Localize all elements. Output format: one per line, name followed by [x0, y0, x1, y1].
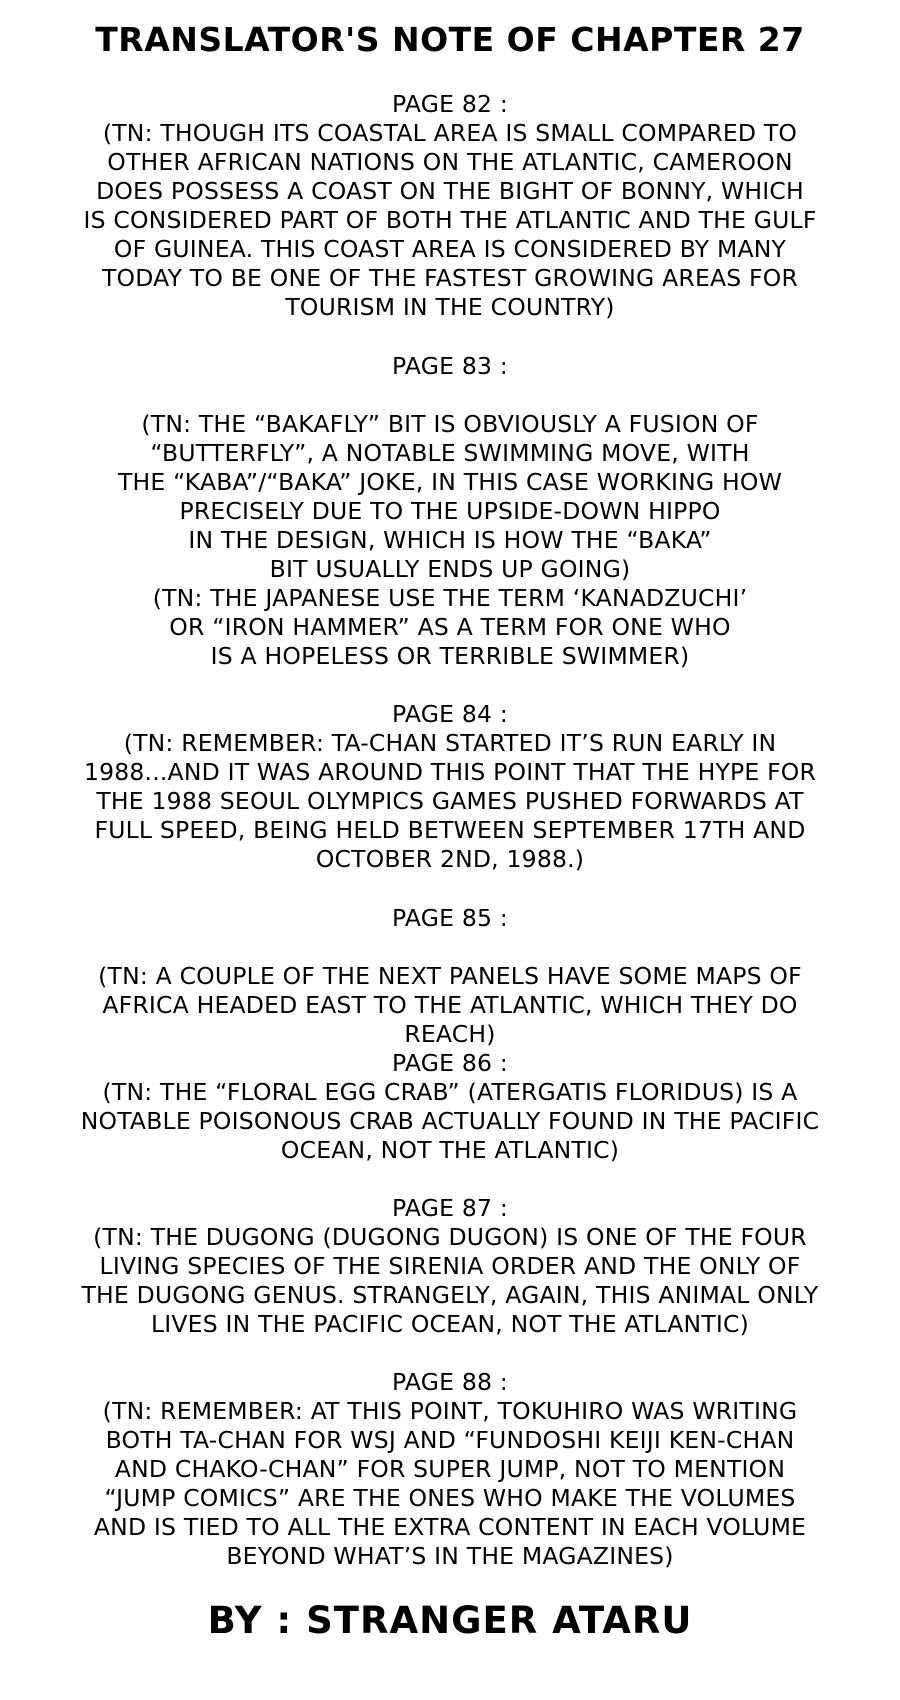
note-page-86: [0, 1049, 900, 1165]
note-line: NOTABLE POISONOUS CRAB ACTUALLY FOUND IN THE PACIFIC: [80, 1107, 820, 1135]
note-page-label: PAGE 86 :: [392, 1049, 508, 1077]
note-line: TOURISM IN THE COUNTRY): [285, 293, 615, 321]
note-line: THE DUGONG GENUS. STRANGELY, AGAIN, THIS ANIMAL ONLY: [81, 1281, 819, 1309]
note-line: OR “IRON HAMMER” AS A TERM FOR ONE WHO: [169, 613, 731, 641]
note-page-label: PAGE 82 :: [392, 90, 508, 118]
note-page-85: [0, 904, 900, 1049]
note-line: TODAY TO BE ONE OF THE FASTEST GROWING AREAS FOR: [101, 264, 798, 292]
note-line: AFRICA HEADED EAST TO THE ATLANTIC, WHICH THEY DO: [102, 991, 798, 1019]
note-line: (TN: REMEMBER: TA-CHAN STARTED IT’S RUN EARLY IN: [123, 729, 777, 757]
note-line: IS CONSIDERED PART OF BOTH THE ATLANTIC AND THE GULF: [83, 206, 817, 234]
note-line: AND IS TIED TO ALL THE EXTRA CONTENT IN EACH VOLUME: [93, 1513, 807, 1541]
note-line: (TN: THOUGH ITS COASTAL AREA IS SMALL COMPARED TO: [102, 119, 798, 147]
note-line: REACH): [404, 1020, 496, 1048]
note-line: (TN: THE JAPANESE USE THE TERM ‘KANADZUCHI’: [152, 584, 748, 612]
note-line: IN THE DESIGN, WHICH IS HOW THE “BAKA”: [188, 526, 712, 554]
note-page-84: [0, 700, 900, 874]
note-page-label: PAGE 85 :: [392, 904, 508, 932]
note-line: OTHER AFRICAN NATIONS ON THE ATLANTIC, CAMEROON: [107, 148, 793, 176]
note-page-label: PAGE 83 :: [392, 352, 508, 380]
note-line: 1988...AND IT WAS AROUND THIS POINT THAT THE HYPE FOR: [83, 758, 817, 786]
note-line: THE “KABA”/“BAKA” JOKE, IN THIS CASE WORKING HOW: [117, 468, 783, 496]
note-line: OF GUINEA. THIS COAST AREA IS CONSIDERED BY MANY: [113, 235, 787, 263]
page-title: TRANSLATOR'S NOTE OF CHAPTER 27: [95, 20, 805, 59]
note-line: (TN: REMEMBER: AT THIS POINT, TOKUHIRO WAS WRITING: [102, 1397, 798, 1425]
note-line: (TN: THE “BAKAFLY” BIT IS OBVIOUSLY A FUSION OF: [141, 410, 759, 438]
note-line: LIVES IN THE PACIFIC OCEAN, NOT THE ATLANTIC): [150, 1310, 749, 1338]
note-page-87: [0, 1194, 900, 1339]
note-line: AND CHAKO-CHAN” FOR SUPER JUMP, NOT TO MENTION: [114, 1455, 786, 1483]
note-line: IS A HOPELESS OR TERRIBLE SWIMMER): [210, 642, 690, 670]
note-line: BIT USUALLY ENDS UP GOING): [269, 555, 631, 583]
note-line: OCTOBER 2ND, 1988.): [315, 845, 585, 873]
note-line: BEYOND WHAT’S IN THE MAGAZINES): [226, 1542, 674, 1570]
note-line: “BUTTERFLY”, A NOTABLE SWIMMING MOVE, WITH: [150, 439, 750, 467]
note-line: PRECISELY DUE TO THE UPSIDE-DOWN HIPPO: [179, 497, 721, 525]
note-page-label: PAGE 88 :: [392, 1368, 508, 1396]
note-page-83: [0, 352, 900, 671]
note-page-88: [0, 1368, 900, 1571]
note-page-label: PAGE 84 :: [392, 700, 508, 728]
note-line: “JUMP COMICS” ARE THE ONES WHO MAKE THE VOLUMES: [104, 1484, 796, 1512]
note-line: (TN: THE “FLORAL EGG CRAB” (ATERGATIS FLORIDUS) IS A: [102, 1078, 798, 1106]
note-line: DOES POSSESS A COAST ON THE BIGHT OF BONNY, WHICH: [96, 177, 804, 205]
note-line: BOTH TA-CHAN FOR WSJ AND “FUNDOSHI KEIJI KEN-CHAN: [105, 1426, 795, 1454]
note-page-label: PAGE 87 :: [392, 1194, 508, 1222]
note-line: FULL SPEED, BEING HELD BETWEEN SEPTEMBER 17TH AND: [94, 816, 806, 844]
note-line: (TN: THE DUGONG (DUGONG DUGON) IS ONE OF THE FOUR: [93, 1223, 807, 1251]
note-line: LIVING SPECIES OF THE SIRENIA ORDER AND THE ONLY OF: [99, 1252, 801, 1280]
byline: BY : STRANGER ATARU: [207, 1599, 693, 1642]
note-page-82: [0, 90, 900, 322]
note-line: OCEAN, NOT THE ATLANTIC): [280, 1136, 620, 1164]
note-line: THE 1988 SEOUL OLYMPICS GAMES PUSHED FORWARDS AT: [96, 787, 804, 815]
note-line: (TN: A COUPLE OF THE NEXT PANELS HAVE SOME MAPS OF: [98, 962, 802, 990]
